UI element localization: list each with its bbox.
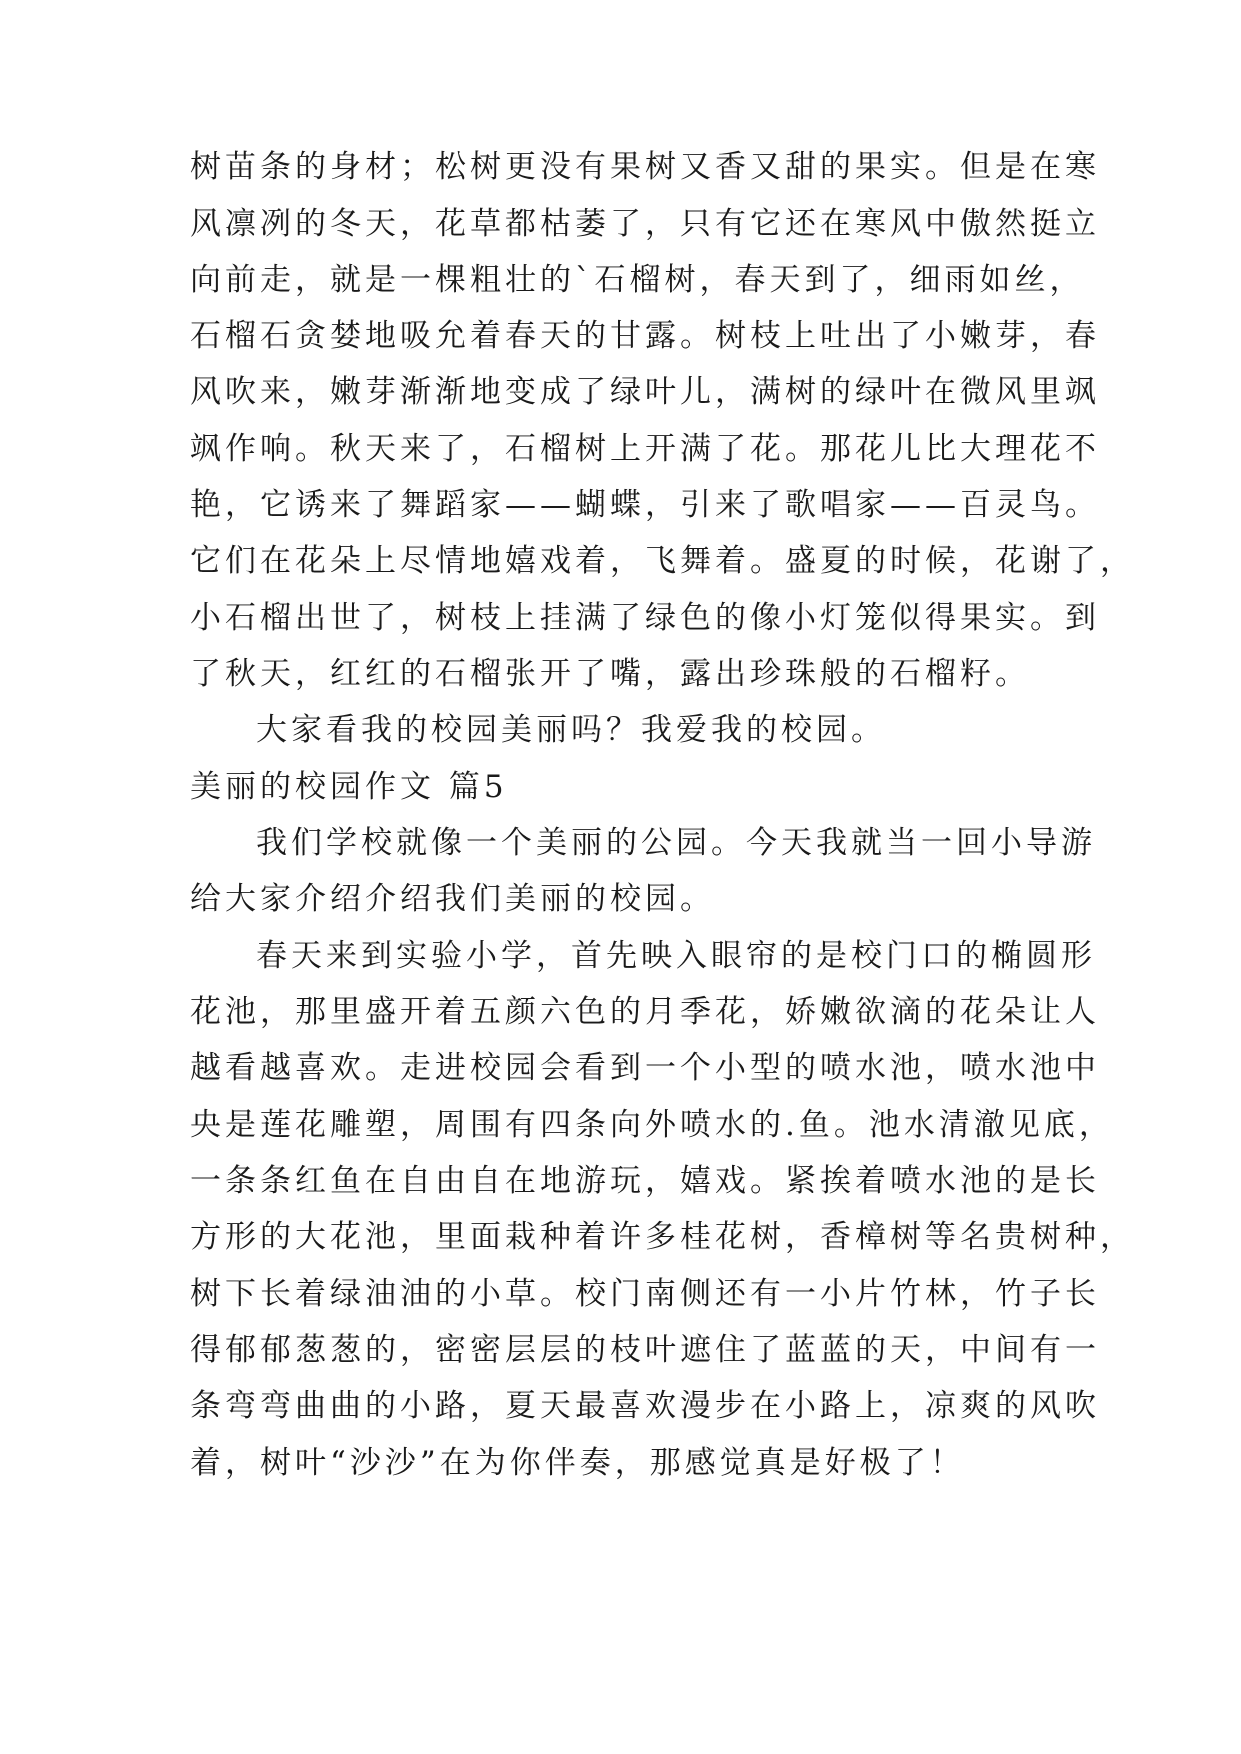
text-line: 给大家介绍介绍我们美丽的校园。: [190, 881, 715, 917]
section-heading: 美丽的校园作文 篇5: [190, 769, 508, 805]
text-line: 风凛冽的冬天，花草都枯萎了，只有它还在寒风中傲然挺立: [190, 206, 1100, 242]
text-line: 风吹来，嫩芽渐渐地变成了绿叶儿，满树的绿叶在微风里飒: [190, 374, 1100, 410]
text-line: 着，树叶“沙沙”在为你伴奏，那感觉真是好极了！: [190, 1445, 965, 1481]
paragraph-first-line: 春天来到实验小学，首先映入眼帘的是校门口的椭圆形: [256, 938, 1096, 974]
text-line: 方形的大花池，里面栽种着许多桂花树，香樟树等名贵树种，: [190, 1219, 1135, 1255]
paragraph-first-line: 我们学校就像一个美丽的公园。今天我就当一回小导游: [256, 825, 1096, 861]
text-line: 艳，它诱来了舞蹈家——蝴蝶，引来了歌唱家——百灵鸟。: [190, 487, 1100, 523]
text-line: 树苗条的身材；松树更没有果树又香又甜的果实。但是在寒: [190, 149, 1100, 185]
text-line: 了秋天，红红的石榴张开了嘴，露出珍珠般的石榴籽。: [190, 656, 1030, 692]
paragraph-first-line: 大家看我的校园美丽吗？我爱我的校园。: [256, 712, 886, 748]
text-line: 得郁郁葱葱的，密密层层的枝叶遮住了蓝蓝的天，中间有一: [190, 1332, 1100, 1368]
text-line: 越看越喜欢。走进校园会看到一个小型的喷水池，喷水池中: [190, 1050, 1100, 1086]
text-line: 央是莲花雕塑，周围有四条向外喷水的.鱼。池水清澈见底，: [190, 1107, 1114, 1143]
text-line: 树下长着绿油油的小草。校门南侧还有一小片竹林，竹子长: [190, 1276, 1100, 1312]
text-line: 条弯弯曲曲的小路，夏天最喜欢漫步在小路上，凉爽的风吹: [190, 1388, 1100, 1424]
text-line: 飒作响。秋天来了，石榴树上开满了花。那花儿比大理花不: [190, 431, 1100, 467]
text-line: 石榴石贪婪地吸允着春天的甘露。树枝上吐出了小嫩芽，春: [190, 318, 1100, 354]
text-line: 它们在花朵上尽情地嬉戏着，飞舞着。盛夏的时候，花谢了，: [190, 543, 1135, 579]
text-line: 一条条红鱼在自由自在地游玩，嬉戏。紧挨着喷水池的是长: [190, 1163, 1100, 1199]
text-line: 向前走，就是一棵粗壮的`石榴树，春天到了，细雨如丝，: [190, 262, 1085, 298]
text-line: 小石榴出世了，树枝上挂满了绿色的像小灯笼似得果实。到: [190, 600, 1100, 636]
text-line: 花池，那里盛开着五颜六色的月季花，娇嫩欲滴的花朵让人: [190, 994, 1100, 1030]
